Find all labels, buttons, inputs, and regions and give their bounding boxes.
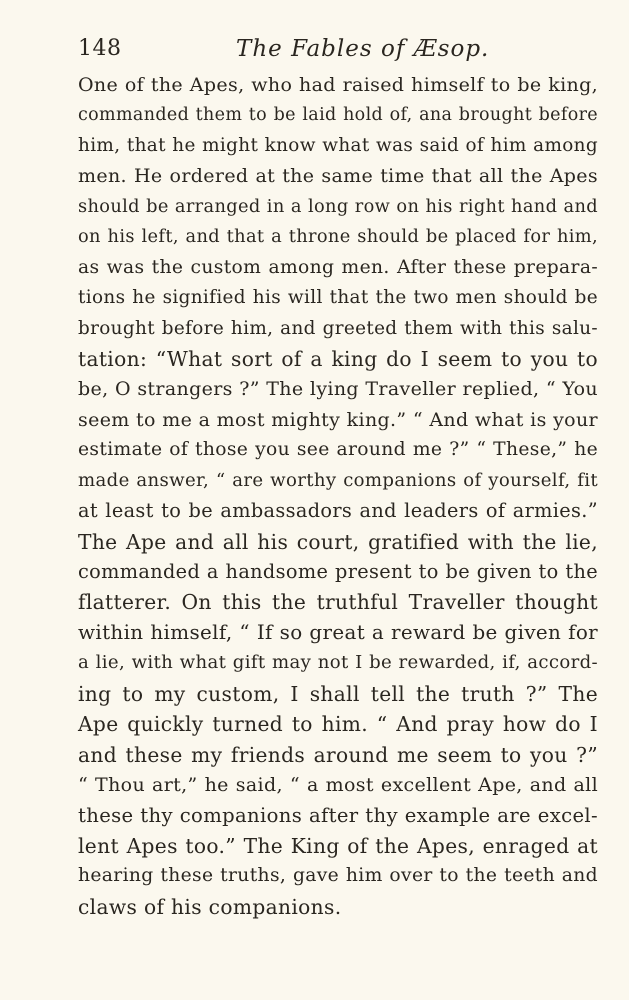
text-line: be, O strangers ?” The lying Traveller replied, “ You: [78, 378, 598, 401]
text-line: brought before him, and greeted them with this salu-: [78, 317, 598, 339]
text-line: Ape quickly turned to him. “ And pray how do I: [78, 712, 598, 737]
text-line: seem to me a most mighty king.” “ And what is your: [78, 408, 598, 431]
text-line: The Ape and all his court, gratified with the lie,: [78, 529, 598, 554]
body-text: [78, 70, 598, 922]
text-line: as was the custom among men. After these prepara-: [78, 256, 598, 278]
text-line: at least to be ambassadors and leaders of armies.”: [78, 499, 598, 523]
text-line: made answer, “ are worthy companions of yourself, fit: [78, 469, 598, 491]
text-line: One of the Apes, who had raised himself to be king,: [78, 74, 598, 96]
text-line: tions he signified his will that the two men should be: [78, 287, 598, 309]
text-line: “ Thou art,” he said, “ a most excellent Ape, and all: [78, 774, 598, 797]
page-header: [78, 30, 598, 66]
text-line: should be arranged in a long row on his right hand and: [78, 195, 598, 217]
text-line: a lie, with what gift may not I be rewarded, if, accord-: [78, 652, 598, 674]
text-line: estimate of those you see around me ?” “ These,” he: [78, 439, 598, 461]
text-line: men. He ordered at the same time that all the Apes: [78, 165, 598, 188]
text-line: flatterer. On this the truthful Traveller thought: [78, 590, 598, 615]
text-line: these thy companions after thy example are excel-: [78, 803, 598, 827]
text-line: hearing these truths, gave him over to the teeth and: [78, 865, 598, 887]
text-line: and these my friends around me seem to you ?”: [78, 742, 598, 767]
text-line: commanded them to be laid hold of, ana brought before: [78, 105, 598, 126]
text-line: commanded a handsome present to be given to the: [78, 560, 598, 583]
text-line: tation: “What sort of a king do I seem to you to: [78, 346, 598, 371]
text-line: claws of his companions.: [78, 894, 342, 919]
text-line: him, that he might know what was said of him among: [78, 134, 598, 156]
page-number: 148: [78, 36, 122, 61]
text-line: ing to my custom, I shall tell the truth ?” The: [78, 681, 598, 706]
running-title: The Fables of Æsop.: [236, 36, 490, 62]
text-line: within himself, “ If so great a reward be given for: [78, 620, 598, 644]
text-line: on his left, and that a throne should be placed for him,: [78, 226, 598, 248]
text-line: lent Apes too.” The King of the Apes, enraged at: [78, 833, 598, 858]
